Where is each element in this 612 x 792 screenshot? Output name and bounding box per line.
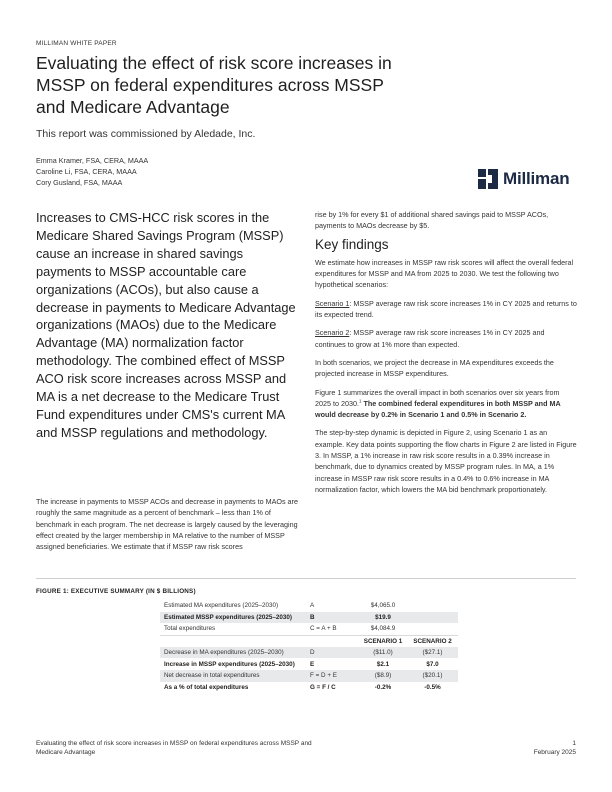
scenario-2-label: Scenario 2 [315,328,350,338]
table-row [160,623,458,635]
column-header-scenario-2: SCENARIO 2 [413,637,452,645]
row-label: Increase in MSSP expenditures (2025–2030) [164,660,295,668]
subtitle: This report was commissioned by Aledade, Inc. [36,128,256,140]
scenario-2-value: $7.0 [426,660,439,668]
scenario-2-value: ($20.1) [407,670,458,682]
executive-summary-table [160,600,458,694]
summary-text: Figure 1 summarizes the overall impact in both scenarios over six years from 2025 to 2030. [315,387,560,408]
row-value: $19.9 [359,612,407,624]
row-code: E [310,660,315,668]
findings-paragraph: In both scenarios, we project the decrease in MA expenditures exceeds the projected increase in MSSP expenditures. [315,357,554,379]
author: Cory Gusland, FSA, MAAA [36,178,123,187]
figure-title: FIGURE 1: EXECUTIVE SUMMARY (IN $ BILLIONS) [36,588,196,595]
scenario-2-value: ($27.1) [407,647,458,659]
row-value: $4,084.9 [359,623,407,635]
logo-text: Milliman [503,169,570,188]
summary-bold: The combined federal expenditures in both MSSP and MA would decrease by 0.2% in Scenario 1 and 0.5% in Scenario 2. [315,398,561,420]
footer-date: February 2025 [533,748,576,756]
table-row [160,612,458,624]
row-label: Estimated MA expenditures (2025–2030) [164,602,279,610]
author: Caroline Li, FSA, CERA, MAAA [36,167,137,176]
column-header-scenario-1: SCENARIO 1 [363,637,403,645]
body-paragraph: The increase in payments to MSSP ACOs and decrease in payments to MAOs are roughly the same magnitude as a percent of benchmark – less than 1% of benchmark in each program. The net decrease is largely caused by the leveraging effect created by the larger membership in MA relative to the number of MSSP assigned beneficiaries. We estimate that if MSSP raw risk scores [36,497,298,552]
row-code: F = D + E [307,670,359,682]
footer-meta [534,740,576,757]
author: Emma Kramer, FSA, CERA, MAAA [36,156,149,165]
row-value: $4,065.0 [370,602,396,610]
row-label: Estimated MSSP expenditures (2025–2030) [160,612,307,624]
row-code: A [310,602,315,610]
scenario-1 [315,298,577,321]
divider [36,578,576,579]
findings-intro: We estimate how increases in MSSP raw risk scores will affect the overall federal expenditures for MSSP and MA from 2025 to 2030. We test the following two hypothetical scenarios: [315,257,574,290]
scenario-1-value: $2.1 [376,660,390,668]
row-code: D [307,647,359,659]
table-row [160,647,458,659]
table-header-row [160,635,458,647]
milliman-mark-icon [478,169,498,189]
row-label: Decrease in MA expenditures (2025–2030) [160,647,307,659]
summary-paragraph [315,387,577,421]
scenario-2-text: : MSSP average raw risk score increases 1% in CY 2025 and continues to grow at 1% more than expected. [315,328,545,349]
page-title: Evaluating the effect of risk score increases in MSSP on federal expenditures across MSSP and Medicare Advantage [36,53,392,117]
eyebrow: MILLIMAN WHITE PAPER [36,40,117,47]
row-label: Total expenditures [160,623,307,635]
scenario-1-value: ($8.9) [359,670,407,682]
scenario-1-value: -0.2% [374,684,392,692]
scenario-2 [315,327,577,350]
author-list [36,155,148,188]
scenario-2-value: -0.5% [424,684,441,692]
table-row [160,670,458,682]
milliman-logo [478,167,569,191]
continuation-paragraph: rise by 1% for every $1 of additional shared savings paid to MSSP ACOs, payments to MAOs decrease by $5. [315,210,549,231]
scenario-1-text: : MSSP average raw risk score increases 1% in CY 2025 and returns to its expected trend. [315,298,577,320]
row-label: As a % of total expenditures [164,684,249,692]
table-row [160,658,458,670]
table-row [160,682,458,694]
row-code: G = F / C [310,684,336,692]
scenario-1-label: Scenario 1 [315,298,350,308]
page-number: 1 [572,740,576,747]
dynamics-paragraph: The step-by-step dynamic is depicted in Figure 2, using Scenario 1 as an example. Key data points supporting the flow charts in Figure 2 are listed in Figure 3. In MSSP, a 1% increase in raw risk score results in a 0.39% increase in benchmark, due to dynamics created by MSSP program rules. In MA, a 1% increase in MSSP raw risk score results in a 0.4% to 0.6% increase in MA normalization factor, which lowers the MA bid benchmark proportionately. [315,428,577,494]
right-column [315,209,577,502]
footnote-marker[interactable]: 1 [358,398,362,404]
scenario-1-value: ($11.0) [359,647,407,659]
row-code: B [307,612,359,624]
row-code: C = A + B [307,623,359,635]
section-heading-key-findings: Key findings [315,236,389,252]
table-row [160,600,458,612]
row-label: Net decrease in total expenditures [160,670,307,682]
footer-title: Evaluating the effect of risk score increases in MSSP on federal expenditures across MSSP and Medicare Advantage [36,740,312,756]
lead-paragraph: Increases to CMS-HCC risk scores in the Medicare Shared Savings Program (MSSP) cause an increase in shared savings payments to MSSP accountable care organizations (ACOs), but also cause a decrease in payments to Medicare Advantage organizations (MAOs) due to the Medicare Advantage (MA) normalization factor methodology. The combined effect of MSSP ACO risk score increases across MSSP and MA is a net decrease to the Medicare Trust Fund expenditures under CMS's current MA and MSSP regulations and methodology. [36,210,296,440]
